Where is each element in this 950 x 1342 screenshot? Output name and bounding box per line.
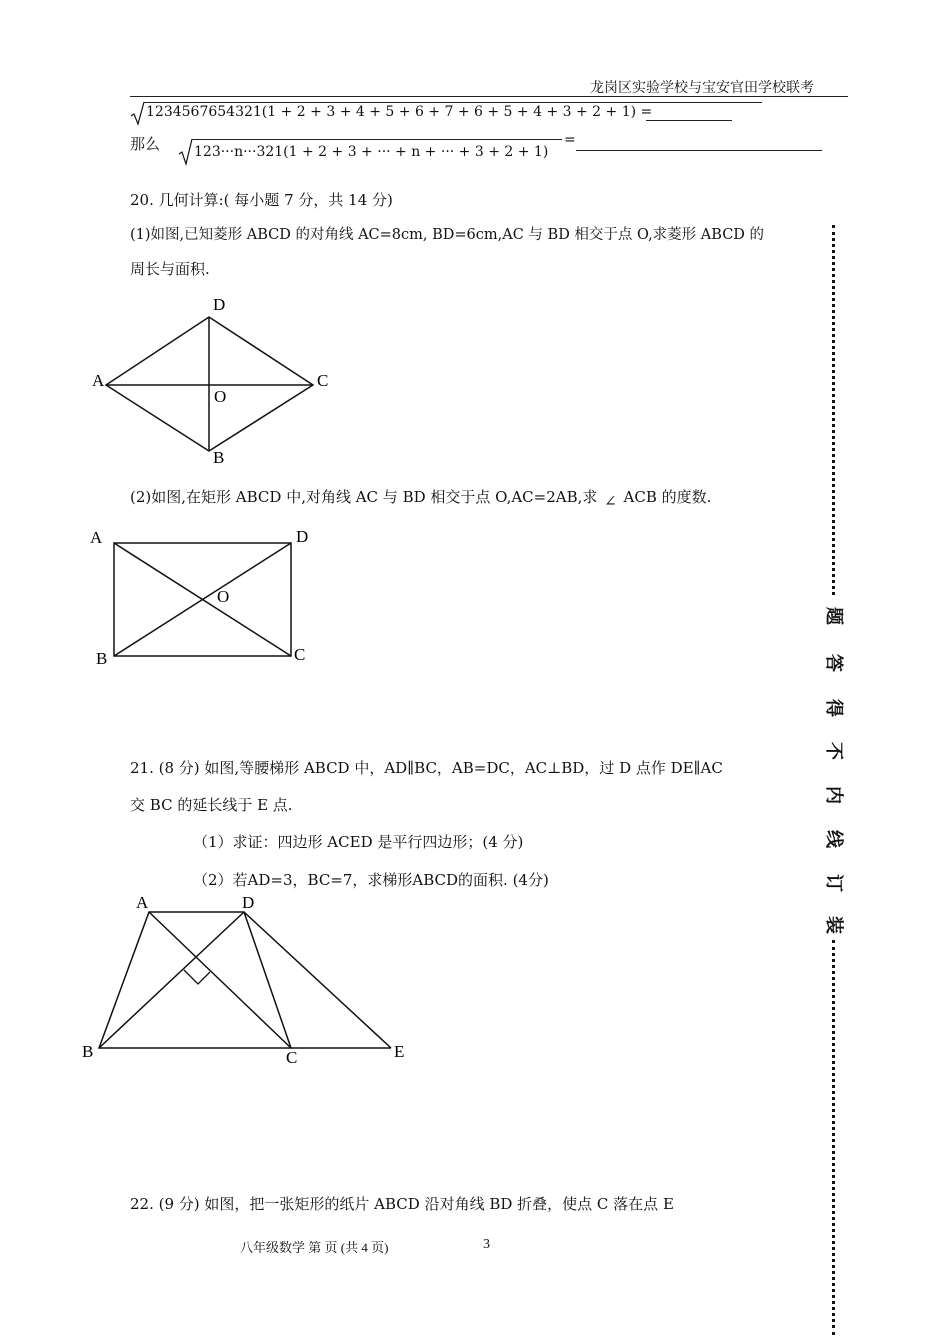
trapezoid-figure bbox=[78, 890, 418, 1070]
binding-char: 得 bbox=[823, 699, 844, 717]
angle-symbol: ∠ bbox=[604, 492, 617, 510]
binding-char: 不 bbox=[823, 742, 844, 760]
trapezoid-shape bbox=[99, 912, 291, 1048]
binding-char: 内 bbox=[823, 786, 844, 804]
segment-de bbox=[244, 912, 391, 1048]
q20-part2-text: (2)如图,在矩形 ABCD 中,对角线 AC 与 BD 相交于点 O,AC=2AB,求 bbox=[130, 488, 598, 506]
label-d: D bbox=[242, 893, 255, 912]
answer-blank-2 bbox=[576, 150, 822, 151]
sqrt-bar bbox=[192, 139, 562, 140]
diagonal-bd bbox=[99, 912, 244, 1048]
q20-title: 20. 几何计算:( 每小题 7 分，共 14 分) bbox=[130, 191, 393, 209]
binding-dotted-line-top bbox=[832, 225, 841, 595]
label-a: A bbox=[90, 528, 103, 547]
binding-char: 题 bbox=[823, 607, 844, 625]
q20-part2-tail: ACB 的度数. bbox=[623, 488, 712, 506]
sqrt-bar bbox=[144, 102, 762, 103]
rhombus-figure bbox=[88, 295, 348, 465]
label-a: A bbox=[136, 893, 149, 912]
label-d: D bbox=[213, 295, 226, 314]
q21-sub2: （2）若AD=3，BC=7，求梯形ABCD的面积. (4分) bbox=[193, 871, 549, 889]
label-b: B bbox=[213, 448, 225, 465]
label-d: D bbox=[296, 527, 309, 546]
right-angle-mark bbox=[184, 970, 210, 984]
q20-part1-line1: (1)如图,已知菱形 ABCD 的对角线 AC=8cm, BD=6cm,AC 与 BD 相交于点 O,求菱形 ABCD 的 bbox=[130, 227, 765, 243]
label-o: O bbox=[217, 587, 230, 606]
q19-equals: = bbox=[564, 132, 576, 148]
sqrt-sign-icon bbox=[130, 100, 146, 126]
q20-part2 bbox=[130, 486, 712, 510]
label-c: C bbox=[286, 1048, 298, 1067]
page-number: 3 bbox=[483, 1237, 490, 1252]
answer-blank-1 bbox=[646, 120, 732, 121]
header-school: 龙岗区实验学校与宝安官田学校联考 bbox=[590, 80, 814, 96]
q20-part1-line2: 周长与面积. bbox=[130, 260, 210, 278]
q21-line1: 21. (8 分) 如图,等腰梯形 ABCD 中，AD∥BC，AB=DC，AC⊥BD，过 D 点作 DE∥AC bbox=[130, 759, 723, 777]
header-rule bbox=[130, 96, 848, 97]
sqrt-sign-icon bbox=[178, 136, 194, 166]
label-e: E bbox=[394, 1042, 405, 1061]
label-b: B bbox=[96, 649, 108, 668]
q21-sub1: （1）求证：四边形 ACED 是平行四边形；(4 分) bbox=[193, 833, 524, 851]
q21-line2: 交 BC 的延长线于 E 点. bbox=[130, 796, 293, 814]
binding-char: 订 bbox=[823, 874, 844, 892]
label-a: A bbox=[92, 371, 105, 390]
footer-left: 八年级数学 第 页 (共 4 页) bbox=[240, 1240, 389, 1255]
q19-expr2: 123···n···321(1 + 2 + 3 + ··· + n + ··· + 3 + 2 + 1) bbox=[194, 144, 549, 160]
q22-line1: 22. (9 分) 如图，把一张矩形的纸片 ABCD 沿对角线 BD 折叠，使点 C 落在点 E bbox=[130, 1195, 674, 1213]
label-c: C bbox=[294, 645, 306, 664]
label-c: C bbox=[317, 371, 329, 390]
binding-char: 线 bbox=[823, 830, 844, 848]
label-b: B bbox=[82, 1042, 94, 1061]
binding-char: 答 bbox=[823, 654, 844, 672]
diagonal-ac bbox=[149, 912, 291, 1048]
q19-expr1: 1234567654321(1 + 2 + 3 + 4 + 5 + 6 + 7 + 6 + 5 + 4 + 3 + 2 + 1) = bbox=[146, 104, 653, 120]
binding-dotted-line-bottom bbox=[832, 940, 841, 1335]
q19-then: 那么 bbox=[130, 135, 161, 153]
label-o: O bbox=[214, 387, 227, 406]
rectangle-figure bbox=[84, 525, 334, 675]
binding-char: 装 bbox=[823, 916, 844, 934]
